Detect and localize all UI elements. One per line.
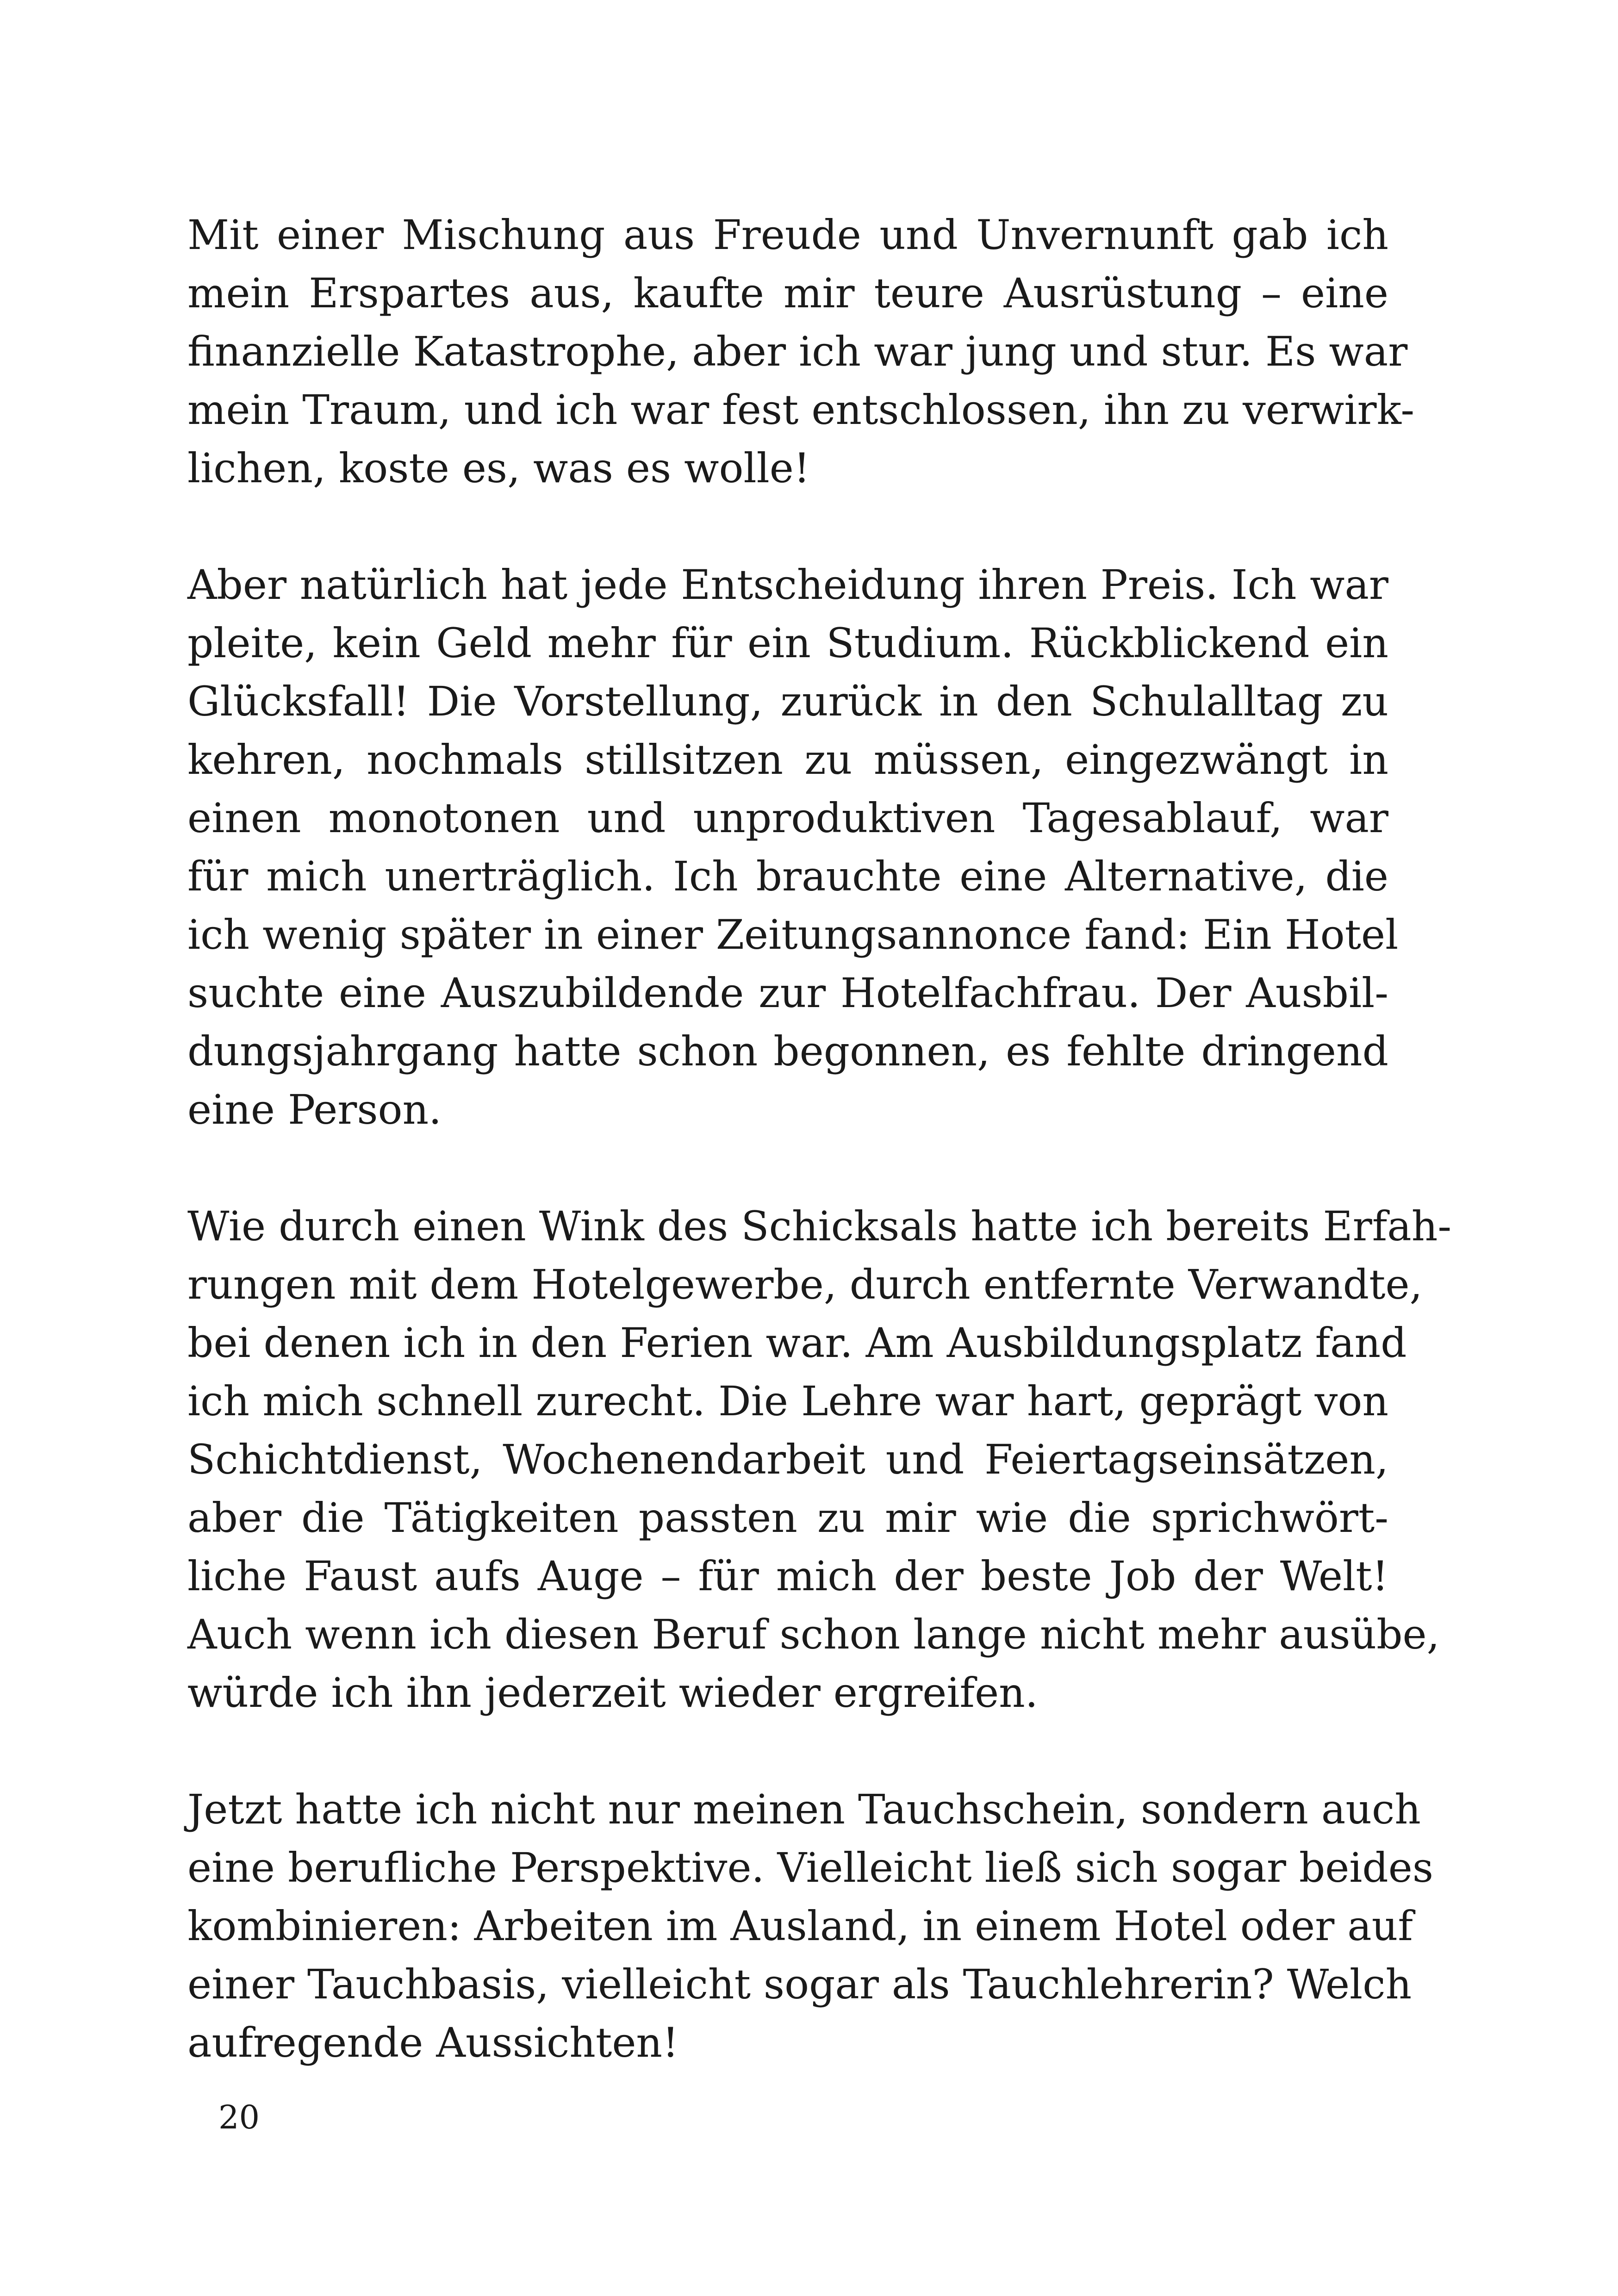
text-line: würde ich ihn jederzeit wieder ergreifen. [187, 1669, 1038, 1717]
text-line: einen monotonen und unproduktiven Tagesablauf, war [187, 794, 1388, 842]
text-line: liche Faust aufs Auge – für mich der beste Job der Welt! [187, 1552, 1388, 1600]
text-line: dungsjahrgang hatte schon begonnen, es fehlte dringend [187, 1027, 1388, 1075]
paragraph [187, 1197, 1452, 1722]
text-line: suchte eine Auszubildende zur Hotelfachfrau. Der Ausbil- [187, 969, 1388, 1017]
text-line: ich wenig später in einer Zeitungsannonce fand: Ein Hotel [187, 911, 1399, 958]
text-line: Auch wenn ich diesen Beruf schon lange nicht mehr ausübe, [187, 1611, 1440, 1658]
body-text [187, 206, 1452, 2072]
paragraph [187, 556, 1399, 1139]
text-line: kehren, nochmals stillsitzen zu müssen, eingezwängt in [187, 736, 1388, 784]
text-line: mein Traum, und ich war fest entschlossen, ihn zu verwirk- [187, 386, 1415, 434]
page-number: 20 [218, 2098, 260, 2136]
text-line: kombinieren: Arbeiten im Ausland, in einem Hotel oder auf [187, 1902, 1413, 1950]
paragraph [187, 206, 1415, 498]
text-line: aufregende Aussichten! [187, 2019, 679, 2066]
text-line: einer Tauchbasis, vielleicht sogar als Tauchlehrerin? Welch [187, 1960, 1412, 2008]
text-line: bei denen ich in den Ferien war. Am Ausbildungsplatz fand [187, 1319, 1407, 1367]
text-line: pleite, kein Geld mehr für ein Studium. Rückblickend ein [187, 619, 1388, 667]
text-line: Glücksfall! Die Vorstellung, zurück in den Schulalltag zu [187, 678, 1388, 725]
text-line: für mich unerträglich. Ich brauchte eine Alternative, die [187, 852, 1388, 900]
text-line: mein Erspartes aus, kaufte mir teure Ausrüstung – eine [187, 269, 1388, 317]
text-line: rungen mit dem Hotelgewerbe, durch entfernte Verwandte, [187, 1261, 1423, 1308]
text-line: Schichtdienst, Wochenendarbeit und Feiertagseinsätzen, [187, 1436, 1388, 1483]
text-line: Jetzt hatte ich nicht nur meinen Tauchschein, sondern auch [187, 1786, 1421, 1833]
text-line: ich mich schnell zurecht. Die Lehre war hart, geprägt von [187, 1377, 1388, 1425]
text-line: Wie durch einen Wink des Schicksals hatte ich bereits Erfah- [187, 1202, 1452, 1250]
text-line: aber die Tätigkeiten passten zu mir wie die sprichwört- [187, 1494, 1388, 1542]
text-line: Mit einer Mischung aus Freude und Unvernunft gab ich [187, 211, 1388, 259]
text-line: finanzielle Katastrophe, aber ich war jung und stur. Es war [187, 328, 1408, 375]
text-line: lichen, koste es, was es wolle! [187, 444, 810, 492]
paragraph [187, 1780, 1433, 2072]
text-line: Aber natürlich hat jede Entscheidung ihren Preis. Ich war [187, 561, 1388, 609]
text-line: eine Person. [187, 1086, 442, 1133]
text-line: eine berufliche Perspektive. Vielleicht ließ sich sogar beides [187, 1844, 1433, 1892]
